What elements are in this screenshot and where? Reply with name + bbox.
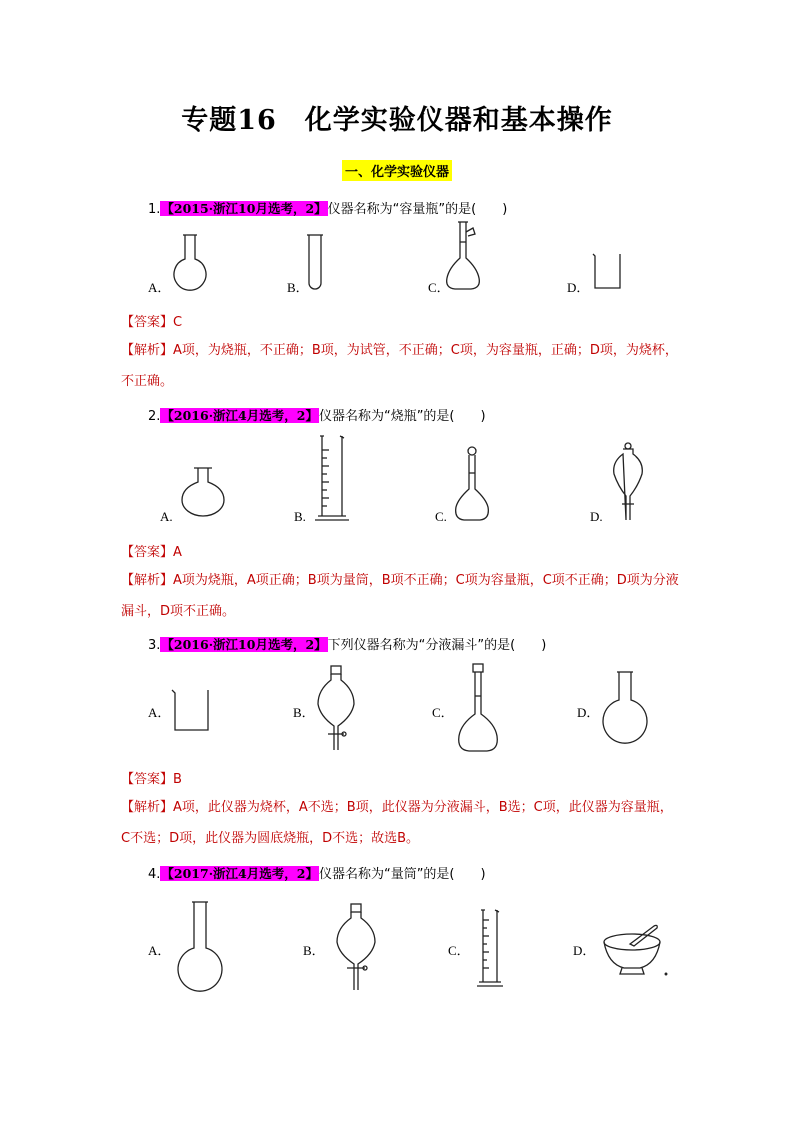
question-2-stem: 2.【2016·浙江4月选考，2】仪器名称为“烧瓶”的是( ) <box>148 408 486 424</box>
explanation-2: 【解析】A项为烧瓶，A项正确；B项为量筒，B项不正确；C项为容量瓶，C项不正确；D项为分液漏斗，D项不正确。 <box>121 573 679 619</box>
round-bottom-flask-icon <box>165 233 215 293</box>
question-source-badge: 【2016·浙江10月选考，2】 <box>161 637 327 652</box>
question-1-stem: 1.【2015·浙江10月选考，2】仪器名称为“容量瓶”的是( ) <box>148 201 508 217</box>
question-source-badge: 【2016·浙江4月选考，2】 <box>161 408 318 423</box>
round-bottom-flask-icon <box>600 670 650 750</box>
option-label: A． <box>148 705 171 720</box>
option-label: D． <box>567 280 590 295</box>
question-4-stem: 4.【2017·浙江4月选考，2】仪器名称为“量筒”的是( ) <box>148 866 486 882</box>
volumetric-flask-icon <box>455 662 501 754</box>
answer-3: 【答案】B <box>121 772 182 787</box>
graduated-cylinder-icon <box>313 434 351 524</box>
page-title: 专题16 化学实验仪器和基本操作 <box>181 105 613 136</box>
mortar-and-pestle-icon <box>600 918 670 980</box>
explanation-1: 【解析】A项，为烧瓶，不正确；B项，为试管，不正确；C项，为容量瓶，正确；D项，为烧杯，不正确。 <box>121 343 678 389</box>
question-source-badge: 【2015·浙江10月选考，2】 <box>161 201 327 216</box>
option-label: A． <box>148 280 171 295</box>
option-label: C． <box>428 280 450 295</box>
answer-2: 【答案】A <box>121 545 182 560</box>
beaker-icon <box>590 252 625 292</box>
round-bottom-flask-icon <box>175 900 225 994</box>
option-label: B． <box>293 705 315 720</box>
option-label: A． <box>148 943 171 958</box>
explanation-3: 【解析】A项，此仪器为烧杯，A不选；B项，此仪器为分液漏斗，B选；C项，此仪器为容量瓶，C不选；D项，此仪器为圆底烧瓶，D不选；故选B。 <box>121 800 673 846</box>
option-label: B． <box>287 280 309 295</box>
question-3-stem: 3.【2016·浙江10月选考，2】下列仪器名称为“分液漏斗”的是( ) <box>148 637 547 653</box>
section-heading: 一、化学实验仪器 <box>342 160 452 181</box>
beaker-icon <box>170 688 212 733</box>
flask-icon <box>178 466 228 521</box>
separatory-funnel-icon <box>333 902 379 994</box>
option-label: B. <box>294 509 306 524</box>
separatory-funnel-icon <box>314 664 358 754</box>
option-label: D． <box>573 943 596 958</box>
option-label: C. <box>435 509 447 524</box>
option-label: C． <box>432 705 454 720</box>
option-label: B． <box>303 943 325 958</box>
separatory-funnel-icon <box>608 440 648 525</box>
option-label: D． <box>577 705 600 720</box>
option-label: C． <box>448 943 470 958</box>
answer-1: 【答案】C <box>121 315 183 330</box>
question-source-badge: 【2017·浙江4月选考，2】 <box>161 866 318 881</box>
graduated-cylinder-icon <box>475 908 505 990</box>
option-label: D. <box>590 509 603 524</box>
option-label: A. <box>160 509 173 524</box>
volumetric-flask-icon <box>452 445 492 523</box>
